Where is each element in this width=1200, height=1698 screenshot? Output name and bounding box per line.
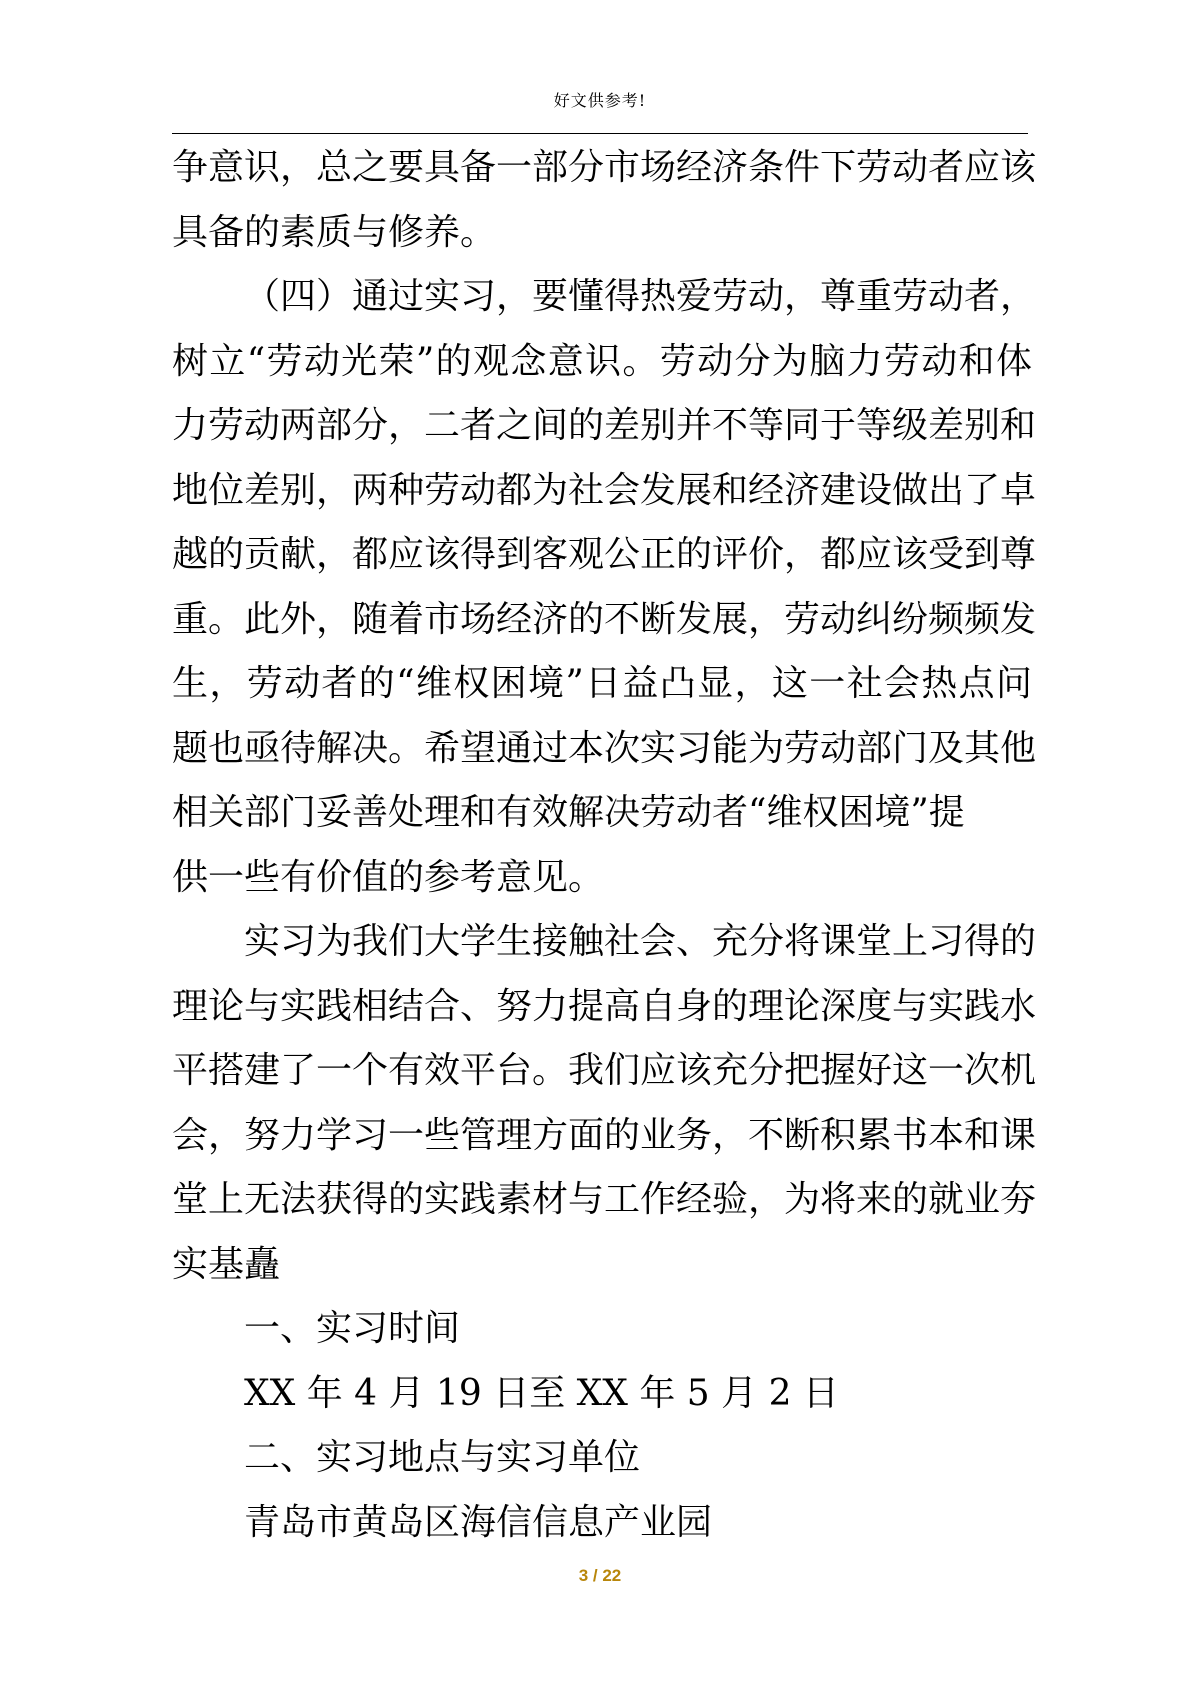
- body-line: 青岛市黄岛区海信信息产业园: [244, 1501, 713, 1543]
- header-divider: [172, 133, 1028, 134]
- body-line: 堂上无法获得的实践素材与工作经验，为将来的就业夯: [172, 1179, 1037, 1220]
- document-body: [172, 136, 1037, 1555]
- body-line: 理论与实践相结合、努力提高自身的理论深度与实践水: [172, 985, 1037, 1027]
- body-line: （四）通过实习，要懂得热爱劳动，尊重劳动者，: [244, 276, 1037, 317]
- body-line: 越的贡献，都应该得到客观公正的评价，都应该受到尊: [172, 534, 1037, 575]
- body-line: 力劳动两部分，二者之间的差别并不等同于等级差别和: [172, 405, 1037, 446]
- page-header: 好文供参考!: [553, 91, 647, 110]
- body-line: 重。此外，随着市场经济的不断发展，劳动纠纷频频发: [172, 598, 1037, 640]
- body-line: 地位差别，两种劳动都为社会发展和经济建设做出了卓: [172, 469, 1037, 511]
- page-number: 3 / 22: [578, 1566, 622, 1585]
- body-line: 题也亟待解决。希望通过本次实习能为劳动部门及其他: [172, 727, 1037, 769]
- section-heading: 二、实习地点与实习单位: [244, 1437, 641, 1478]
- body-line: 供一些有价值的参考意见。: [172, 856, 605, 898]
- body-line: 会，努力学习一些管理方面的业务，不断积累书本和课: [172, 1114, 1037, 1156]
- body-line: XX 年 4 月 19 日至 XX 年 5 月 2 日: [244, 1372, 839, 1414]
- body-line: 争意识，总之要具备一部分市场经济条件下劳动者应该: [172, 147, 1037, 188]
- body-line: 实基矗: [172, 1243, 281, 1285]
- body-line: 生，劳动者的“维权困境”日益凸显，这一社会热点问: [172, 663, 1032, 704]
- body-line: 平搭建了一个有效平台。我们应该充分把握好这一次机: [172, 1050, 1037, 1091]
- body-line: 具备的素质与修养。: [172, 211, 497, 253]
- section-heading: 一、实习时间: [244, 1308, 461, 1349]
- body-line: 实习为我们大学生接触社会、充分将课堂上习得的: [244, 921, 1037, 962]
- body-line: 相关部门妥善处理和有效解决劳动者“维权困境”提: [172, 792, 965, 833]
- body-line: 树立“劳动光荣”的观念意识。劳动分为脑力劳动和体: [172, 340, 1032, 382]
